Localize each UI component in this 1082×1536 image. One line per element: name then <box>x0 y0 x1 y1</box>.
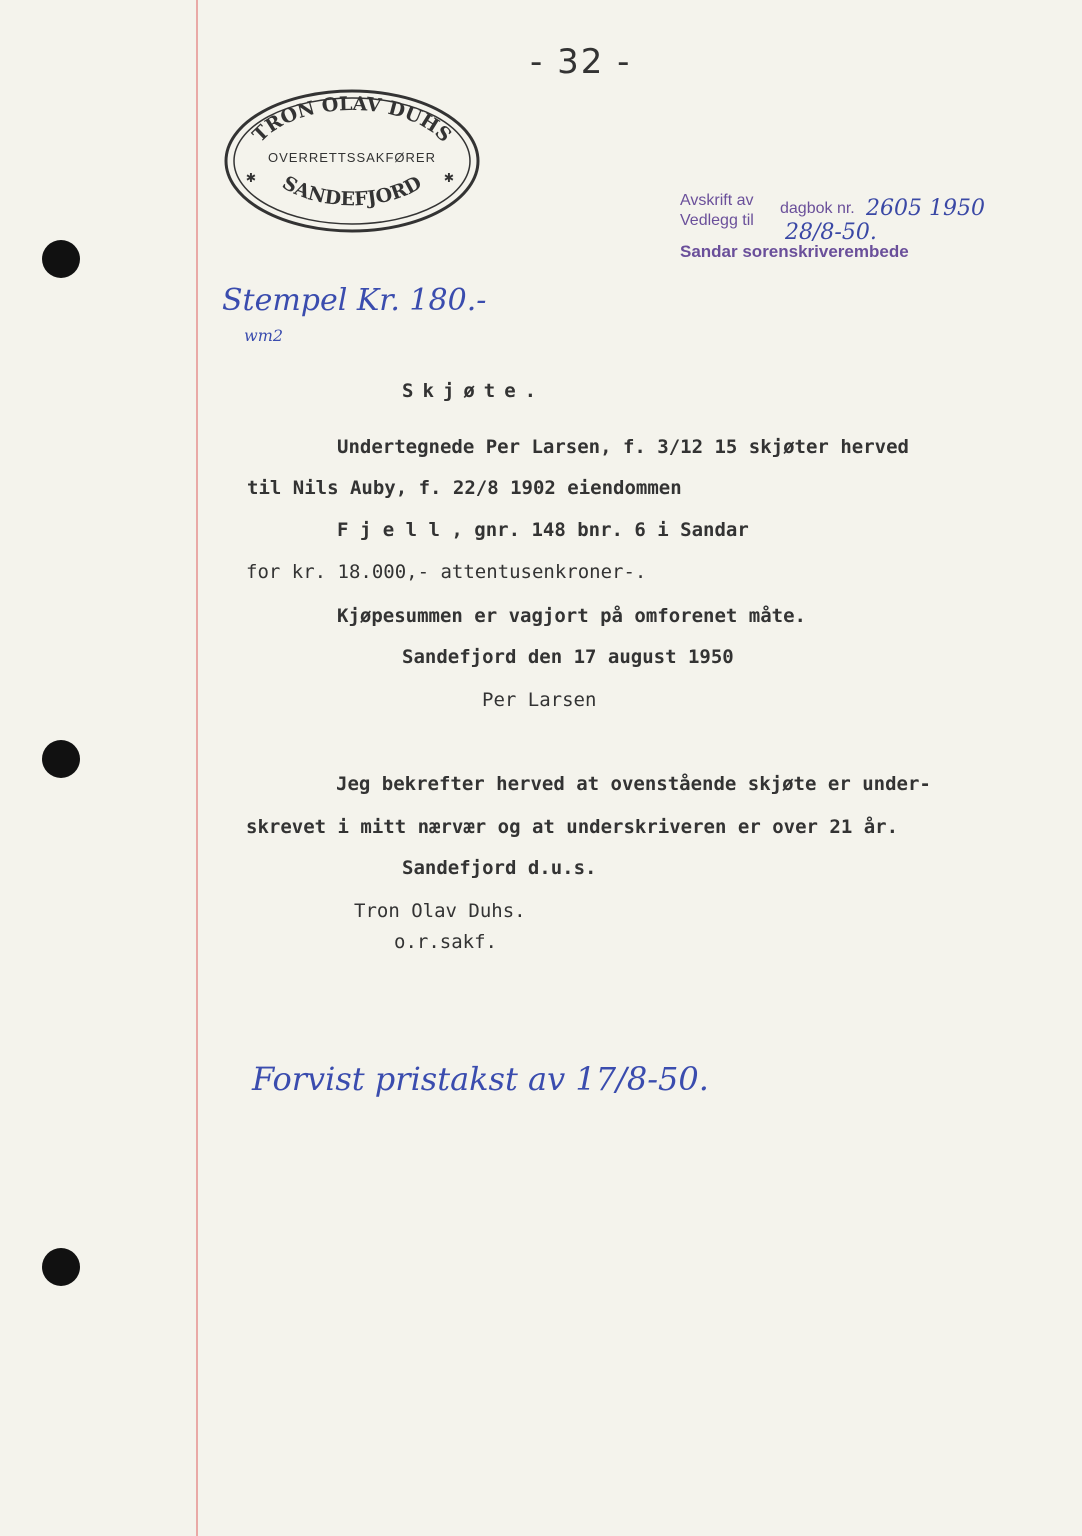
punch-hole <box>42 240 80 278</box>
svg-text:✱: ✱ <box>246 167 256 186</box>
handwritten-annotation: Forvist pristakst av 17/8-50. <box>252 1060 709 1098</box>
seller-signature: Per Larsen <box>482 689 597 711</box>
page-number: - 32 - <box>530 42 632 82</box>
registry-dagbok-number: 2605 1950 <box>866 196 985 221</box>
deed-line: Undertegnede Per Larsen, f. 3/12 15 skjøter herved <box>337 436 909 458</box>
margin-line <box>196 0 198 1536</box>
punch-hole <box>42 1248 80 1286</box>
stamp-title: OVERRETTSSAKFØRER <box>268 150 436 165</box>
witness-title: o.r.sakf. <box>394 931 497 953</box>
registry-date: 28/8-50. <box>785 220 877 245</box>
deed-line: Sandefjord den 17 august 1950 <box>402 646 734 668</box>
stamp-name: TRON OLAV DUHS <box>248 92 456 147</box>
witness-line: Sandefjord d.u.s. <box>402 857 597 879</box>
registry-dagbok-label: dagbok nr. <box>780 200 855 217</box>
punch-hole <box>42 740 80 778</box>
deed-title: Skjøte. <box>402 380 546 402</box>
witness-line: Jeg bekrefter herved at ovenstående skjøte er under- <box>336 773 931 795</box>
svg-text:✱: ✱ <box>444 167 454 186</box>
stamp-fee-initials: wm2 <box>244 326 284 345</box>
deed-line: for kr. 18.000,- attentusenkroner-. <box>246 561 647 583</box>
stamp-fee: Stempel Kr. 180.- <box>222 283 487 318</box>
registry-office: Sandar sorenskriverembede <box>680 242 909 261</box>
deed-line: Kjøpesummen er vagjort på omforenet måte. <box>337 605 806 627</box>
stamp-city: SANDEFJORD <box>278 171 426 211</box>
registry-line-2: Vedlegg til <box>680 212 754 229</box>
witness-name: Tron Olav Duhs. <box>354 900 526 922</box>
deed-line: til Nils Auby, f. 22/8 1902 eiendommen <box>247 477 682 499</box>
registry-line-1: Avskrift av <box>680 192 754 209</box>
deed-line: F j e l l , gnr. 148 bnr. 6 i Sandar <box>337 519 749 541</box>
witness-line: skrevet i mitt nærvær og at underskriveren er over 21 år. <box>246 816 899 838</box>
